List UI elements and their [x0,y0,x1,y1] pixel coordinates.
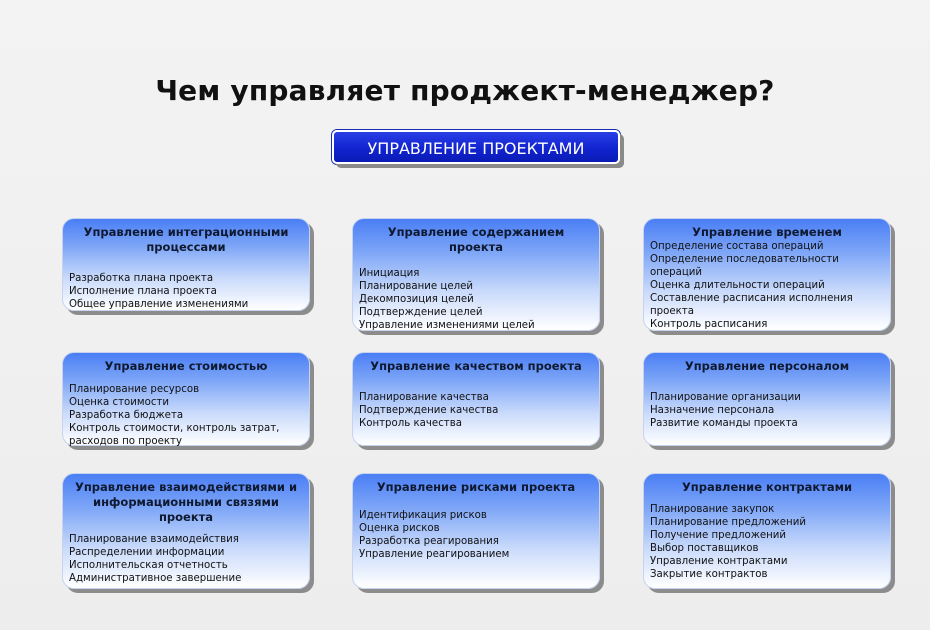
card-items [650,503,884,581]
card-title: Управление контрактами [681,480,853,494]
list-item: Административное завершение [69,573,242,584]
main-box-project-management: УПРАВЛЕНИЕ ПРОЕКТАМИ [332,130,620,164]
card-risks [352,473,600,589]
card-items [359,509,593,561]
card-integration [62,218,310,311]
list-item: Декомпозиция целей [359,294,474,305]
list-item: Контроль стоимости, контроль затрат, расходов по проекту [69,423,280,447]
card-title: Управление персоналом [684,359,850,373]
list-item: Планирование ресурсов [69,384,200,395]
list-item: Контроль качества [359,418,462,429]
list-item: Идентификация рисков [359,510,487,521]
card-items [69,533,303,585]
list-item: Контроль расписания [650,319,768,330]
card-items [359,391,593,430]
list-item: Планирование организации [650,392,801,403]
card-quality [352,352,600,446]
list-item: Общее управление изменениями [69,299,249,310]
list-item: Получение предложений [650,530,787,541]
list-item: Распределении информации [69,547,225,558]
card-items [69,383,303,448]
list-item: Назначение персонала [650,405,775,416]
list-item: Планирование закупок [650,504,775,515]
list-item: Управление изменениями целей [359,320,535,331]
card-scope [352,218,600,331]
list-item: Разработка бюджета [69,410,184,421]
list-item: Определение состава операций [650,241,824,252]
card-contracts [643,473,891,589]
card-title: Управление временем [692,225,842,239]
card-personnel [643,352,891,446]
list-item: Исполнительская отчетность [69,560,228,571]
list-item: Планирование взаимодействия [69,534,239,545]
list-item: Закрытие контрактов [650,569,768,580]
card-communications [62,473,310,589]
list-item: Определение последовательности операций [650,254,839,278]
list-item: Разработка реагирования [359,536,499,547]
list-item: Управление контрактами [650,556,788,567]
list-item: Планирование качества [359,392,489,403]
list-item: Развитие команды проекта [650,418,798,429]
list-item: Планирование предложений [650,517,806,528]
page-title: Чем управляет проджект-менеджер? [155,74,775,107]
card-items [359,267,593,332]
list-item: Исполнение плана проекта [69,286,217,297]
card-title: Управление рисками проекта [376,480,576,494]
card-title: Управление качеством проекта [370,359,582,373]
list-item: Оценка стоимости [69,397,169,408]
list-item: Выбор поставщиков [650,543,759,554]
card-title: Управление содержанием проекта [387,225,565,254]
list-item: Разработка плана проекта [69,273,214,284]
card-title: Управление интеграционными процессами [83,225,289,254]
list-item: Управление реагированием [359,549,510,560]
card-items [650,391,884,430]
card-time [643,218,891,331]
list-item: Инициация [359,268,420,279]
list-item: Оценка рисков [359,523,440,534]
card-title: Управление стоимостью [104,359,268,373]
card-title: Управление взаимодействиями и информационными связями проекта [74,480,298,524]
card-items [69,272,303,311]
card-cost [62,352,310,446]
list-item: Подтверждение качества [359,405,499,416]
list-item: Планирование целей [359,281,474,292]
list-item: Составление расписания исполнения проекта [650,293,853,317]
list-item: Подтверждение целей [359,307,483,318]
list-item: Оценка длительности операций [650,280,825,291]
card-items [650,240,884,331]
